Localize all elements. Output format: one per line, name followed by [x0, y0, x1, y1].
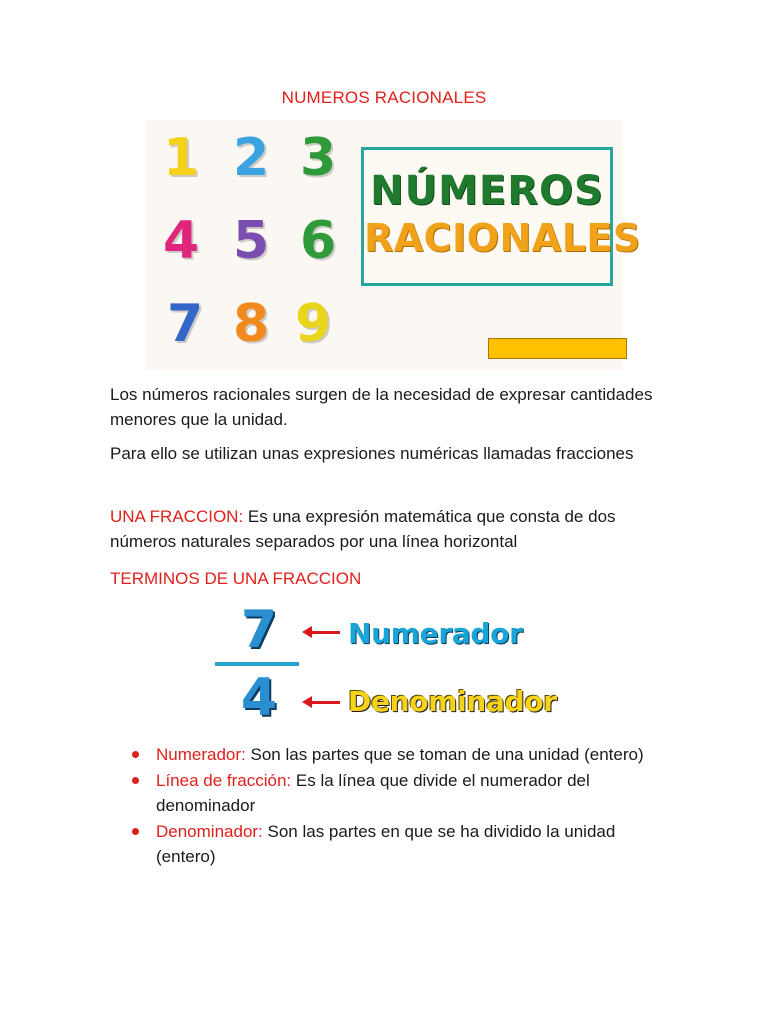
- bullet-text: Son las partes que se toman de una unidad (entero): [245, 745, 644, 764]
- bullet-icon: [132, 828, 139, 835]
- banner-title-line1: NÚMEROS: [370, 168, 604, 214]
- fraction-line: [215, 662, 299, 666]
- page-title: NUMEROS RACIONALES: [281, 88, 487, 107]
- bullet-term: Denominador:: [156, 822, 263, 841]
- fraction-denominator: 4: [240, 668, 278, 728]
- una-fraccion-label: UNA FRACCION:: [110, 507, 244, 526]
- paragraph-fracciones: Para ello se utilizan unas expresiones numéricas llamadas fracciones: [110, 444, 634, 463]
- digit-1: 1: [163, 128, 200, 188]
- digit-8: 8: [233, 294, 270, 354]
- list-item: [130, 742, 670, 767]
- digit-4: 4: [163, 211, 200, 271]
- una-fraccion-definition: Es una expresión matemática que consta de dos números naturales separados por una línea horizontal: [110, 507, 616, 551]
- paragraph-una-fraccion: [110, 504, 670, 554]
- arrow-left-icon: [310, 631, 340, 634]
- banner-title-line2: RACIONALES: [364, 216, 641, 260]
- yellow-highlight-bar: [488, 338, 627, 359]
- digit-7: 7: [167, 294, 204, 354]
- bullet-text: Son las partes en que se ha dividido la unidad (entero): [156, 822, 616, 866]
- list-item: [130, 768, 670, 818]
- section-heading-terminos: TERMINOS DE UNA FRACCION: [110, 569, 362, 588]
- bullet-icon: [132, 751, 139, 758]
- fraction-diagram: [210, 600, 557, 728]
- numerador-label: Numerador: [348, 617, 523, 650]
- arrow-left-icon: [310, 701, 340, 704]
- digit-9: 9: [295, 294, 332, 354]
- list-item: [130, 819, 670, 869]
- bullet-text: Es la línea que divide el numerador del denominador: [156, 771, 590, 815]
- paragraph-intro: Los números racionales surgen de la necesidad de expresar cantidades menores que la unidad.: [110, 385, 653, 429]
- digit-3: 3: [300, 128, 337, 188]
- bullet-term: Numerador:: [156, 745, 246, 764]
- denominador-label: Denominador: [348, 685, 557, 718]
- terms-bullet-list: [130, 742, 670, 870]
- fraction-numerator: 7: [240, 600, 278, 660]
- bullet-icon: [132, 777, 139, 784]
- banner-title-frame: [361, 147, 641, 286]
- bullet-term: Línea de fracción:: [156, 771, 292, 790]
- digit-5: 5: [233, 211, 270, 271]
- digit-6: 6: [300, 211, 337, 271]
- digit-2: 2: [233, 128, 270, 188]
